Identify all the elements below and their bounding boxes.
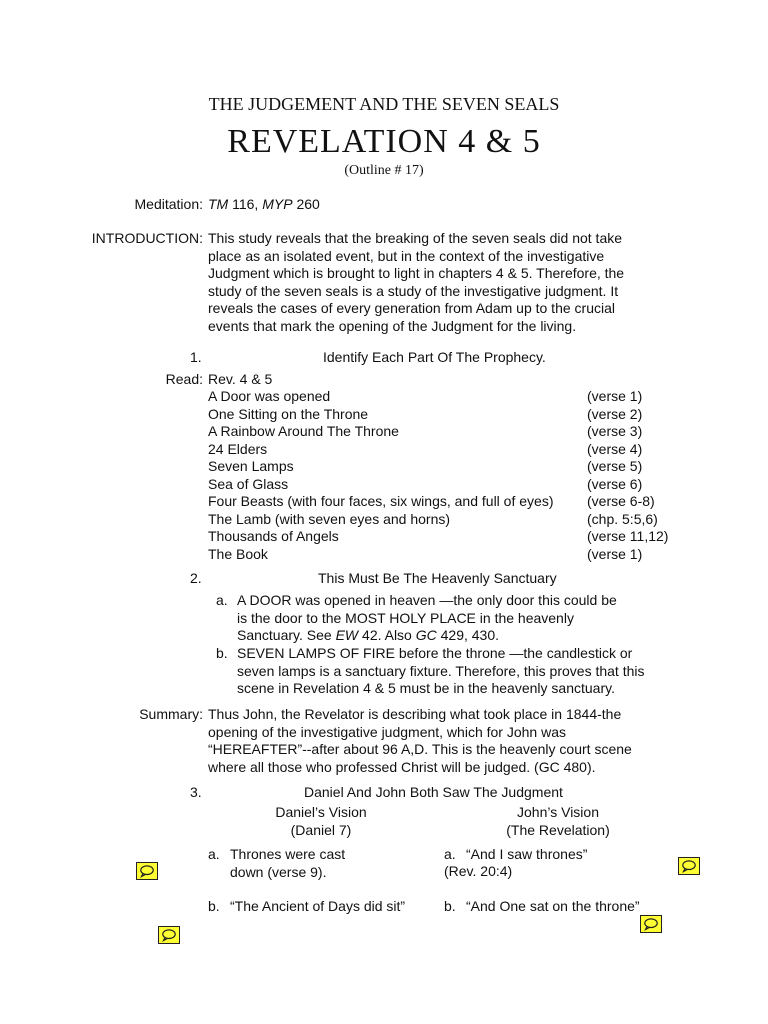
john-b-marker: b. xyxy=(444,898,456,914)
summary-label: Summary: xyxy=(139,706,203,722)
read-reference: Rev. 4 & 5 xyxy=(208,371,273,387)
document-heading: REVELATION 4 & 5 xyxy=(227,123,541,160)
list-item: Thousands of Angels xyxy=(208,528,339,544)
verse-ref: (verse 1) xyxy=(587,545,643,562)
section-2-title: This Must Be The Heavenly Sanctuary xyxy=(318,570,557,586)
meditation-refs: TM 116, MYP 260 xyxy=(208,196,320,212)
prophecy-parts-list xyxy=(208,388,553,563)
section-2-a-text: A DOOR was opened in heaven —the only door this could be is the door to the MOST HOLY PLACE in the heavenly Sanctuary. See EW 42. Also GC 429, 430. xyxy=(237,592,617,643)
comment-note-icon[interactable] xyxy=(136,862,158,880)
list-item: A Rainbow Around The Throne xyxy=(208,423,399,439)
john-a-marker: a. xyxy=(444,846,456,862)
meditation-ref-myp: MYP xyxy=(262,196,293,212)
section-3-number: 3. xyxy=(190,784,202,800)
section-2-a-marker: a. xyxy=(216,592,228,608)
list-item: A Door was opened xyxy=(208,388,331,404)
comment-note-icon[interactable] xyxy=(158,926,180,944)
verse-ref: (verse 6) xyxy=(587,475,643,492)
list-item: The Lamb (with seven eyes and horns) xyxy=(208,510,451,527)
list-item: Sea of Glass xyxy=(208,475,289,492)
john-b-text: “And One sat on the throne” xyxy=(466,898,640,914)
john-vision-heading: John’s Vision (The Revelation) xyxy=(506,804,610,838)
meditation-ref-tm: TM xyxy=(208,196,229,212)
introduction-label: INTRODUCTION: xyxy=(91,230,203,246)
list-item: Four Beasts (with four faces, six wings, and full of eyes) xyxy=(208,493,554,509)
section-2-b-text: SEVEN LAMPS OF FIRE before the throne —the candlestick or seven lamps is a sanctuary fixture. Therefore, this proves that this scene in Revelation 4 & 5 must be in the heavenly sanctuary. xyxy=(237,645,645,696)
daniel-b-marker: b. xyxy=(208,898,220,914)
meditation-label: Meditation: xyxy=(134,196,203,212)
verse-ref: (verse 4) xyxy=(587,440,643,457)
section-2-number: 2. xyxy=(190,570,202,586)
verse-ref: (verse 11,12) xyxy=(587,528,669,544)
verse-ref: (verse 3) xyxy=(587,423,643,439)
verse-ref: (verse 1) xyxy=(587,388,643,404)
verse-ref: (verse 2) xyxy=(587,405,643,422)
summary-body: Thus John, the Revelator is describing what took place in 1844-the opening of the investigative judgment, which for John was “HEREAFTER”--after about 96 A,D. This is the heavenly court scene where all those who professed Christ will be judged. (GC 480). xyxy=(208,706,632,775)
section-1-number: 1. xyxy=(190,349,202,365)
list-item: One Sitting on the Throne xyxy=(208,405,369,422)
verse-ref: (verse 6-8) xyxy=(587,493,655,509)
section-2-b-marker: b. xyxy=(216,645,228,661)
verse-ref: (chp. 5:5,6) xyxy=(587,510,658,527)
daniel-b-text: “The Ancient of Days did sit” xyxy=(230,898,406,914)
prophecy-refs-list xyxy=(587,388,668,563)
daniel-a-text: Thrones were cast down (verse 9). xyxy=(230,846,346,880)
outline-number: (Outline # 17) xyxy=(344,163,424,178)
comment-note-icon[interactable] xyxy=(678,857,700,875)
introduction-body: This study reveals that the breaking of the seven seals did not take place as an isolated event, but in the context of the investigative Judgment which is brought to light in chapters 4 & 5. Therefore, the study of the seven seals is a study of the investigative judgment. It reveals the cases of every generation from Adam up to the crucial events that mark the opening of the Judgment for the living. xyxy=(208,230,625,334)
list-item: 24 Elders xyxy=(208,440,268,457)
read-label: Read: xyxy=(165,371,203,387)
list-item: The Book xyxy=(208,545,268,562)
section-3-title: Daniel And John Both Saw The Judgment xyxy=(304,784,563,800)
john-a-line-2: (Rev. 20:4) xyxy=(444,863,513,879)
document-title: THE JUDGEMENT AND THE SEVEN SEALS xyxy=(208,94,560,114)
comment-note-icon[interactable] xyxy=(640,915,662,933)
john-a-line-1: “And I saw thrones” xyxy=(466,846,588,862)
daniel-a-marker: a. xyxy=(208,846,220,862)
list-item: Seven Lamps xyxy=(208,458,294,474)
daniel-vision-heading: Daniel’s Vision (Daniel 7) xyxy=(275,804,367,838)
verse-ref: (verse 5) xyxy=(587,458,643,474)
section-1-title: Identify Each Part Of The Prophecy. xyxy=(323,349,546,365)
